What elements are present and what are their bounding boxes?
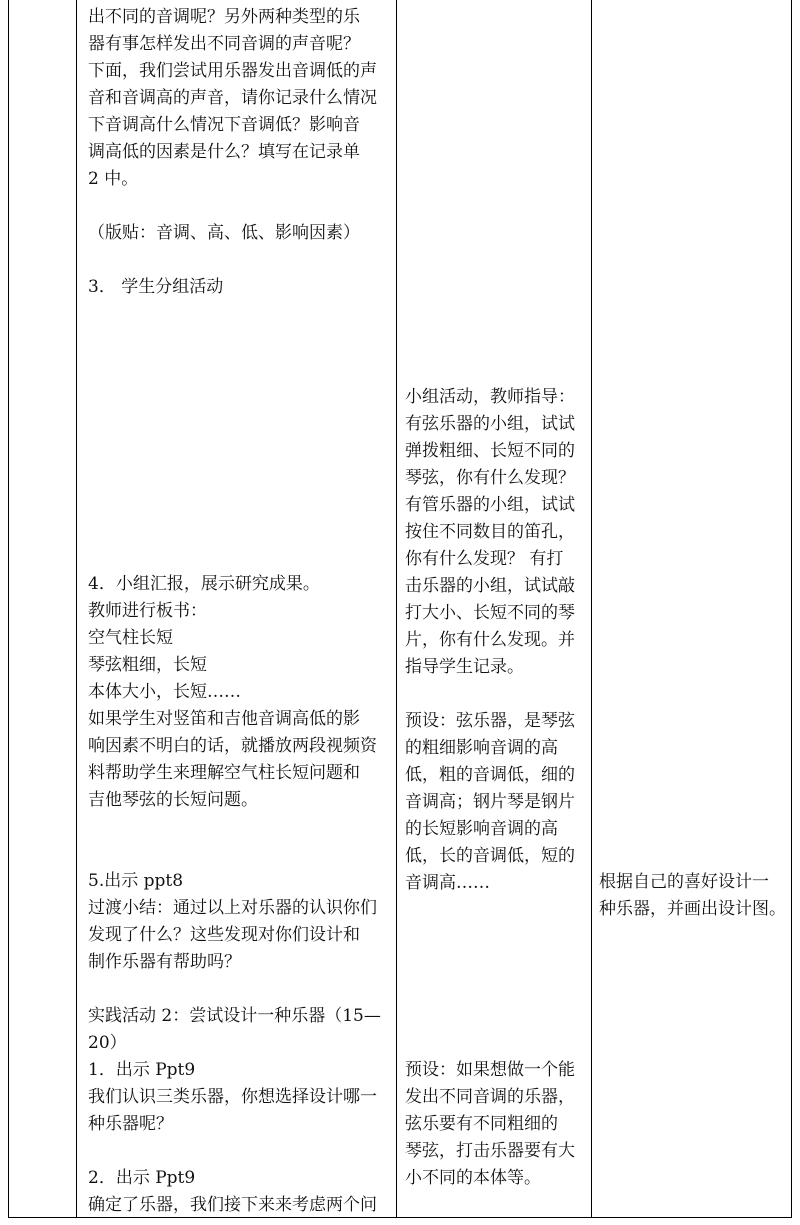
text-line: 吉他琴弦的长短问题。 [88, 790, 258, 810]
text-line: 指导学生记录。 [405, 657, 524, 677]
text-line: 的粗细影响音调的高 [405, 738, 558, 758]
text-line: 过渡小结：通过以上对乐器的认识你们 [88, 898, 377, 918]
teacher-activity-top [88, 4, 388, 301]
text-line: 器有事怎样发出不同音调的声音呢？ [88, 34, 360, 54]
text-line: 出不同的音调呢？另外两种类型的乐 [88, 7, 360, 27]
text-line: 2 中。 [88, 169, 139, 189]
text-line: 料帮助学生来理解空气柱长短问题和 [88, 763, 360, 783]
text-line: （版贴：音调、高、低、影响因素） [88, 223, 360, 243]
text-line: 你有什么发现？ 有打 [405, 549, 564, 569]
text-line: 的长短影响音调的高 [405, 819, 558, 839]
text-line: 发出不同音调的乐器， [405, 1087, 575, 1107]
text-line: 空气柱长短 [88, 628, 173, 648]
text-line: 4．小组汇报，展示研究成果。 [88, 574, 320, 594]
column-divider-3 [591, 0, 592, 1218]
column-divider-1 [76, 0, 77, 1218]
text-line: 20） [88, 1033, 127, 1053]
blank-line [88, 976, 388, 1003]
blank-line [88, 841, 388, 868]
text-line: 有管乐器的小组，试试 [405, 495, 575, 515]
text-line: 低，粗的音调低，细的 [405, 765, 575, 785]
text-line: 音调高…… [405, 873, 490, 893]
text-line: 5.出示 ppt8 [88, 871, 184, 891]
blank-line [88, 814, 388, 841]
design-preset-block [405, 1057, 587, 1192]
text-line: 琴弦粗细，长短 [88, 655, 207, 675]
text-line: 小组活动，教师指导： [405, 387, 575, 407]
text-line: 琴弦，打击乐器要有大 [405, 1141, 575, 1161]
text-line: 音调高；钢片琴是钢片 [405, 792, 575, 812]
blank-line [88, 193, 388, 220]
text-line: 击乐器的小组，试试敲 [405, 576, 575, 596]
student-activity-block [405, 384, 587, 897]
text-line: 按住不同数目的笛孔， [405, 522, 575, 542]
column-divider-2 [396, 0, 397, 1218]
table-border-left [8, 0, 9, 1218]
blank-line [405, 681, 587, 708]
text-line: 种乐器呢？ [88, 1114, 173, 1134]
text-line: 有弦乐器的小组，试试 [405, 414, 575, 434]
text-line: 下面，我们尝试用乐器发出音调低的声 [88, 61, 377, 81]
text-line: 1．出示 Ppt9 [88, 1060, 196, 1080]
text-line: 根据自己的喜好设计一 [599, 872, 769, 892]
text-line: 预设：如果想做一个能 [405, 1060, 575, 1080]
text-line: 琴弦，你有什么发现？ [405, 468, 575, 488]
text-line: 实践活动 2：尝试设计一种乐器（15— [88, 1006, 381, 1026]
text-line: 预设：弦乐器，是琴弦 [405, 711, 575, 731]
blank-line [88, 1138, 388, 1165]
text-line: 发现了什么？这些发现对你们设计和 [88, 925, 360, 945]
teacher-activity-bottom [88, 571, 388, 1219]
text-line: 如果学生对竖笛和吉他音调高低的影 [88, 709, 360, 729]
design-intent-block [599, 869, 789, 923]
text-line: 本体大小，长短…… [88, 682, 241, 702]
text-line: 音和音调高的声音，请你记录什么情况 [88, 88, 377, 108]
text-line: 我们认识三类乐器，你想选择设计哪一 [88, 1087, 377, 1107]
text-line: 弹拨粗细、长短不同的 [405, 441, 575, 461]
text-line: 种乐器，并画出设计图。 [599, 899, 786, 919]
text-line: 弦乐要有不同粗细的 [405, 1114, 558, 1134]
text-line: 制作乐器有帮助吗？ [88, 952, 241, 972]
text-line: 2．出示 Ppt9 [88, 1168, 196, 1188]
text-line: 教师进行板书： [88, 601, 207, 621]
text-line: 响因素不明白的话，就播放两段视频资 [88, 736, 377, 756]
blank-line [88, 247, 388, 274]
text-line: 确定了乐器，我们接下来来考虑两个问 [88, 1195, 377, 1215]
text-line: 片，你有什么发现。并 [405, 630, 575, 650]
text-line: 打大小、长短不同的琴 [405, 603, 575, 623]
text-line: 3． 学生分组活动 [88, 277, 224, 297]
text-line: 低，长的音调低，短的 [405, 846, 575, 866]
text-line: 小不同的本体等。 [405, 1168, 541, 1188]
text-line: 下音调高什么情况下音调低？影响音 [88, 115, 360, 135]
text-line: 调高低的因素是什么？填写在记录单 [88, 142, 360, 162]
table-border-right [791, 0, 792, 1218]
